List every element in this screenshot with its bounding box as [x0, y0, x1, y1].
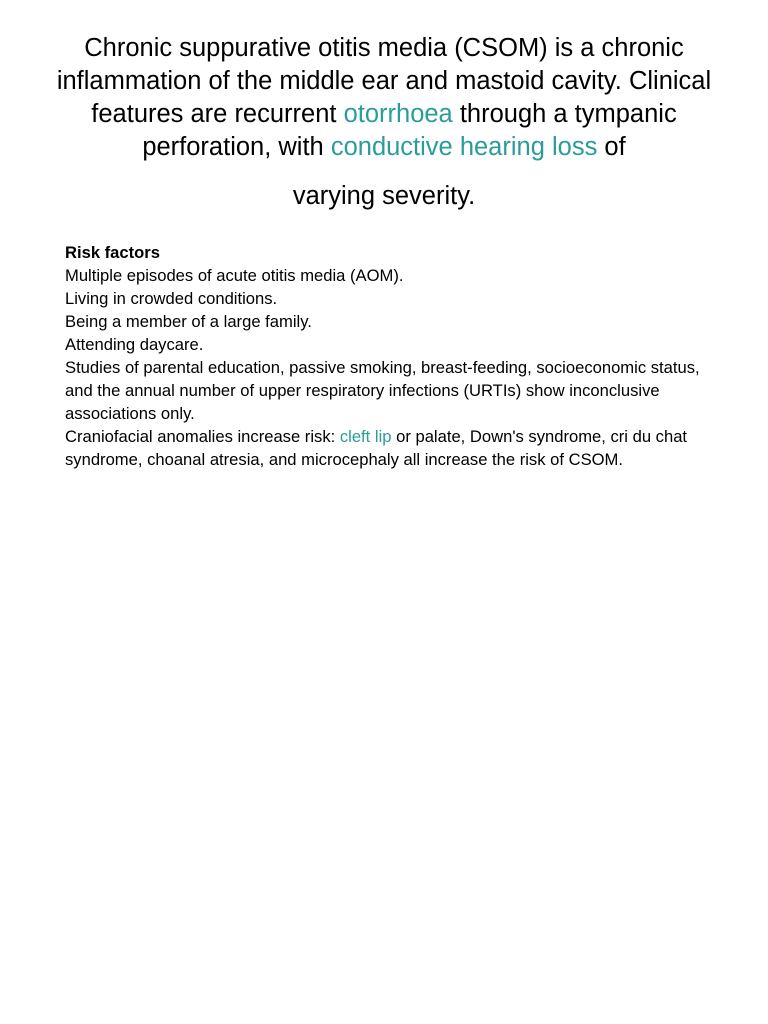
risk-item: Attending daycare. — [65, 335, 204, 354]
risk-factors-section — [65, 241, 715, 471]
intro-paragraph — [40, 32, 728, 164]
risk-item: Multiple episodes of acute otitis media (AOM). — [65, 266, 404, 285]
intro-last-line: varying severity. — [292, 182, 476, 210]
risk-item-craniofacial — [65, 425, 715, 471]
craniofacial-text-after: or palate, Down's syndrome, cri du chat syndrome, choanal atresia, and microcephaly all increase the risk of CSOM. — [65, 427, 688, 469]
otorrhoea-link[interactable]: otorrhoea — [343, 100, 453, 128]
conductive-hearing-loss-link[interactable]: conductive hearing loss — [330, 133, 598, 161]
risk-item: Being a member of a large family. — [65, 312, 312, 331]
intro-text-1: Chronic suppurative otitis media (CSOM) is a chronic inflammation of the middle ear and mastoid cavity. Clinical features are recurrent — [56, 34, 712, 128]
craniofacial-text-before: Craniofacial anomalies increase risk: — [65, 427, 340, 446]
intro-text-3: of — [597, 133, 626, 161]
risk-item: Studies of parental education, passive smoking, breast-feeding, socioeconomic status, and the annual number of upper respiratory infections (URTIs) show inconclusive associations only. — [65, 358, 700, 423]
cleft-lip-link[interactable]: cleft lip — [339, 427, 392, 446]
risk-factors-heading: Risk factors — [65, 243, 160, 262]
intro-text-2: through a tympanic perforation, with — [142, 100, 677, 161]
risk-item: Living in crowded conditions. — [65, 289, 278, 308]
